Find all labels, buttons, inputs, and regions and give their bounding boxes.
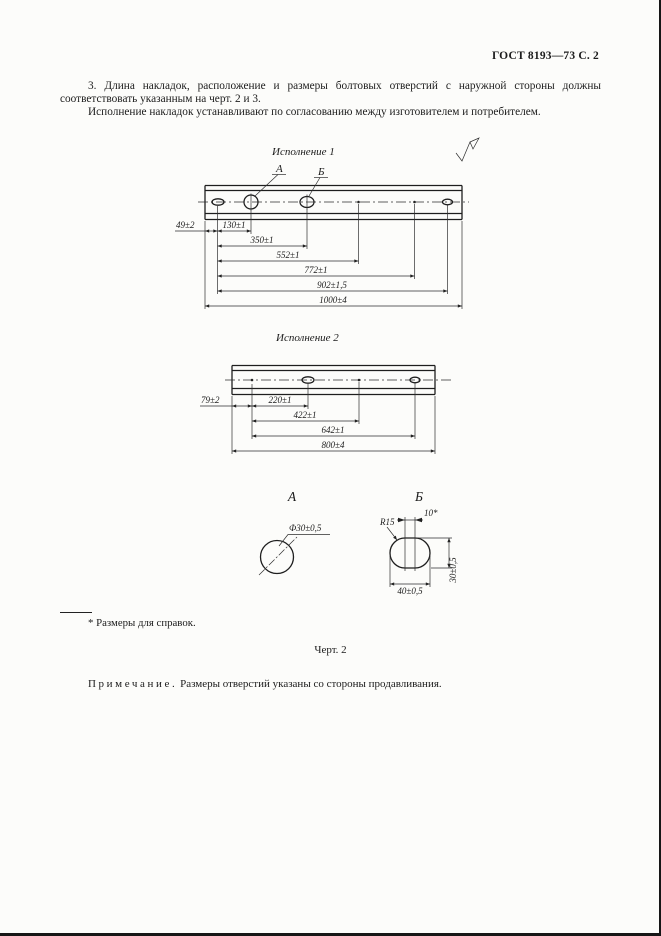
- drawing1-title: Исполнение 1: [272, 146, 335, 158]
- note-body: Размеры отверстий указаны со стороны продавливания.: [180, 678, 442, 690]
- paragraph-4: Исполнение накладок устанавливают по согласованию между изготовителем и потребителем.: [88, 105, 541, 118]
- detail-a-view: [259, 489, 330, 575]
- footnote-rule: [60, 612, 92, 613]
- dim-label: 220±1: [268, 395, 292, 405]
- hole-label-a: А: [276, 163, 283, 175]
- dimension-lines-2: [200, 406, 435, 451]
- detail-b-radius-label: R15: [380, 517, 395, 527]
- dim-label: 350±1: [250, 235, 274, 245]
- figure-caption: Черт. 2: [314, 644, 347, 656]
- detail-b-flat-label: 10*: [424, 508, 438, 518]
- dim-label: 800±4: [321, 440, 345, 450]
- dim-label: 49±2: [176, 220, 195, 230]
- body-text: [60, 80, 601, 119]
- dim-label: 422±1: [293, 410, 317, 420]
- dim-label: 642±1: [321, 425, 345, 435]
- detail-a-diameter-label: Ф30±0,5: [289, 523, 322, 533]
- dim-label: 902±1,5: [317, 280, 347, 290]
- detail-b-height-label: 30±0,5: [448, 557, 458, 583]
- detail-a-title: А: [287, 489, 297, 504]
- roughness-mark-icon: [456, 138, 479, 161]
- note: [88, 678, 442, 690]
- detail-b-view: [379, 489, 458, 596]
- hole-label-b: Б: [318, 166, 325, 178]
- dim-label: 130±1: [222, 220, 246, 230]
- dim-label: 552±1: [276, 250, 300, 260]
- note-label: Примечание.: [88, 678, 178, 690]
- detail-b-title: Б: [415, 489, 423, 504]
- footnote-text: * Размеры для справок.: [88, 617, 196, 629]
- detail-b-width-label: 40±0,5: [397, 586, 423, 596]
- drawing-ispolnenie-2: [200, 332, 452, 454]
- drawing-ispolnenie-1: [175, 138, 479, 309]
- paragraph-3: 3. Длина накладок, расположение и размеры болтовых отверстий с наружной стороны должны соответствовать указанным на черт. 2 и 3.: [60, 80, 601, 105]
- dim-label: 772±1: [304, 265, 328, 275]
- doc-header: ГОСТ 8193—73 С. 2: [491, 50, 599, 62]
- dim-label: 79±2: [201, 395, 220, 405]
- dim-label: 1000±4: [319, 295, 347, 305]
- drawing2-title: Исполнение 2: [276, 332, 339, 344]
